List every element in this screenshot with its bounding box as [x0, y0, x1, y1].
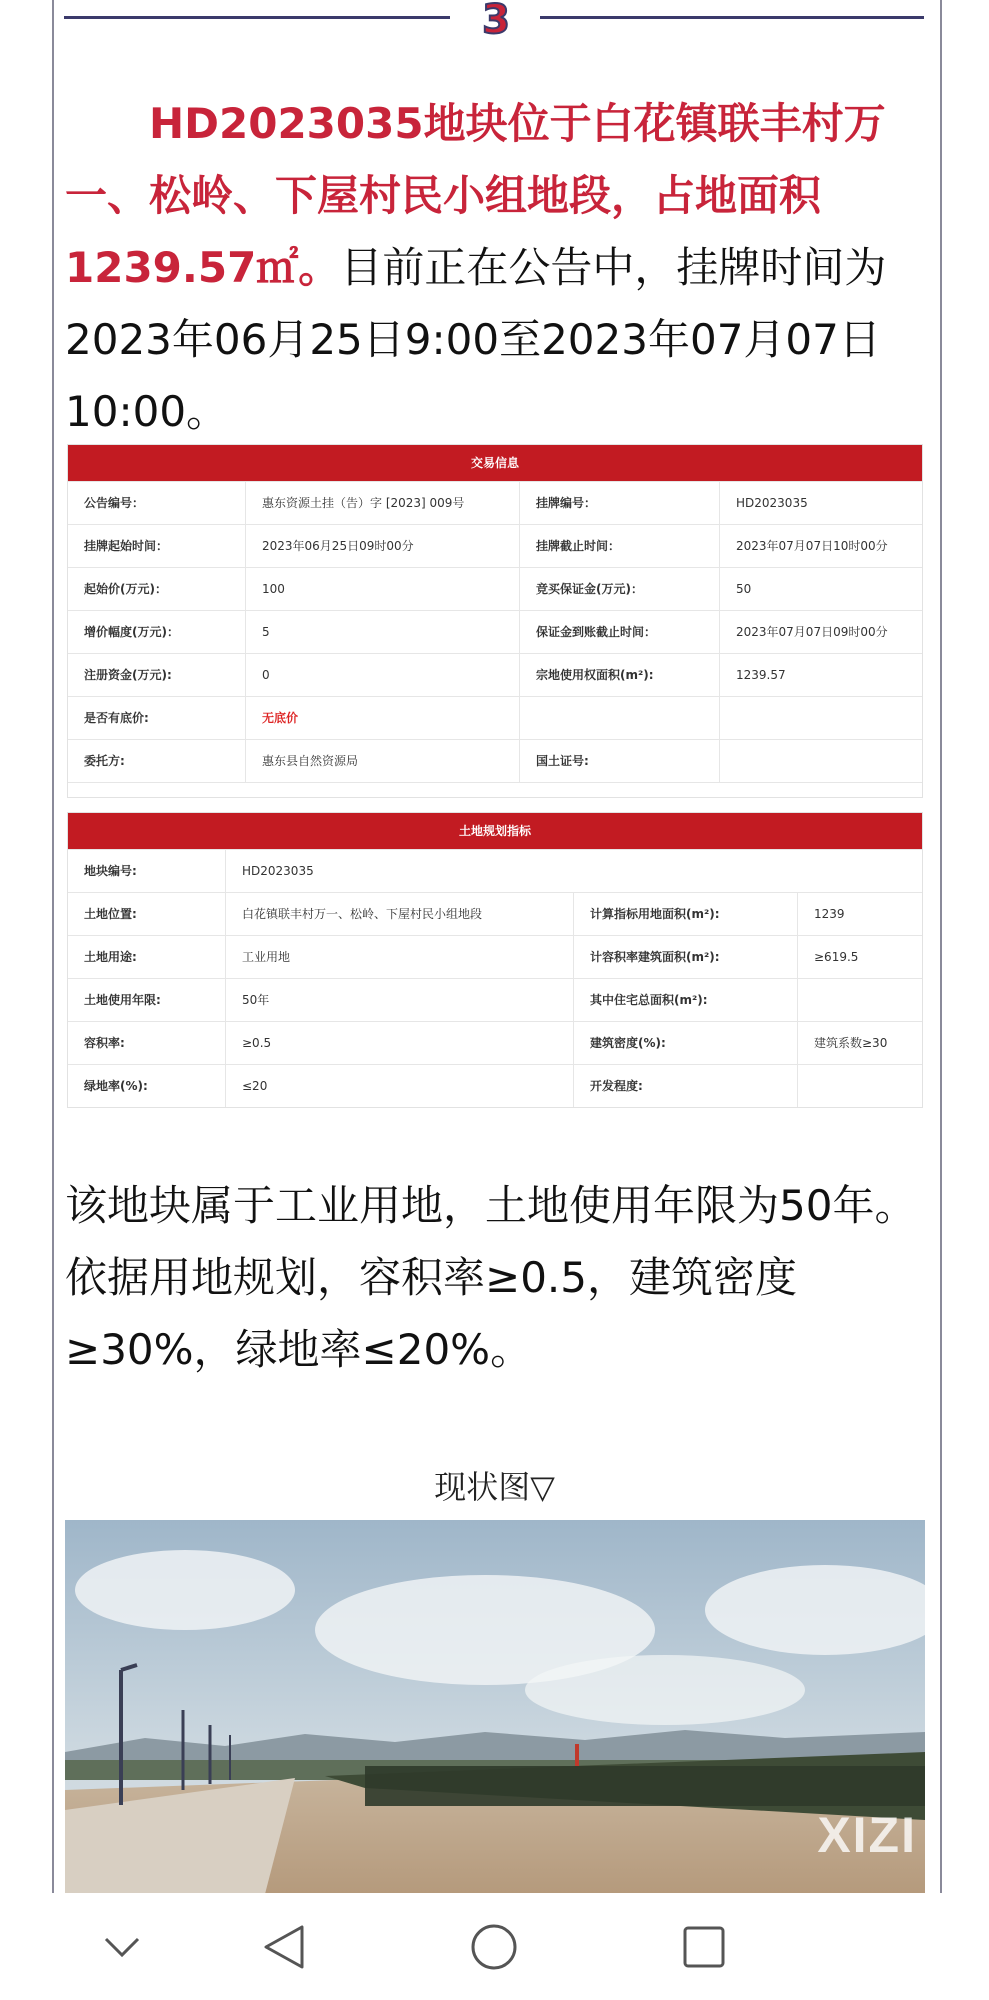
- table-cell-label: 挂牌编号：: [520, 482, 720, 524]
- table-cell-value: 2023年07月07日09时00分: [736, 625, 888, 639]
- table-cell-label: 计算指标用地面积(m²):: [574, 893, 798, 935]
- photo-caption: 现状图▽: [434, 1468, 555, 1506]
- table-row: [68, 524, 922, 567]
- site-photo: [65, 1520, 925, 1894]
- intro-highlight: HD2023035地块位于白花镇联丰村万一、松岭、下屋村民小组地段，占地面积1239.57㎡。: [65, 99, 886, 292]
- table-cell-label: 土地位置:: [68, 893, 226, 935]
- table-footer: [68, 782, 922, 797]
- land-planning-title: 土地规划指标: [68, 813, 922, 849]
- table-cell-label: 建筑密度(%):: [574, 1022, 798, 1064]
- intro-paragraph: [65, 88, 925, 448]
- land-planning-table: [67, 812, 923, 1108]
- table-cell-label: 国土证号:: [520, 740, 720, 782]
- system-nav-bar: [0, 1893, 989, 2000]
- table-cell-label: 土地用途:: [68, 936, 226, 978]
- section-divider-left: [64, 16, 450, 19]
- table-cell-label: 增价幅度(万元)：: [68, 611, 246, 653]
- table-cell-label: 宗地使用权面积(m²):: [520, 654, 720, 696]
- table-cell-value: 建筑系数≥30: [814, 1036, 888, 1050]
- trade-info-table: [67, 444, 923, 798]
- table-cell-value: [720, 697, 922, 739]
- chevron-down-icon[interactable]: [90, 1915, 154, 1979]
- table-row: [68, 1021, 922, 1064]
- table-cell-value: [798, 979, 922, 1021]
- site-photo-image: [65, 1520, 925, 1894]
- table-cell-label: 地块编号:: [68, 850, 226, 892]
- table-cell-value: 1239.57: [736, 668, 786, 682]
- table-cell-label: 委托方:: [68, 740, 246, 782]
- table-cell-value: [720, 740, 922, 782]
- table-cell-label: 挂牌截止时间：: [520, 525, 720, 567]
- table-cell-label: [520, 697, 720, 739]
- table-cell-value: ≤20: [226, 1065, 574, 1107]
- table-row: [68, 892, 922, 935]
- table-cell-label: 其中住宅总面积(m²):: [574, 979, 798, 1021]
- table-cell-label: 开发程度:: [574, 1065, 798, 1107]
- table-cell-value: 50: [736, 582, 752, 596]
- recent-square-icon[interactable]: [672, 1915, 736, 1979]
- table-cell-value: [798, 1065, 922, 1107]
- table-cell-value: 2023年07月07日10时00分: [736, 539, 888, 553]
- table-row: [68, 610, 922, 653]
- table-cell-value: HD2023035: [242, 864, 314, 878]
- table-cell-value: 无底价: [246, 697, 520, 739]
- table-row: [68, 978, 922, 1021]
- home-circle-icon[interactable]: [462, 1915, 526, 1979]
- table-cell-value: 惠东资源土挂（告）字 [2023] 009号: [246, 482, 520, 524]
- intro-text: 目前正在公告中，挂牌时间为2023年06月25日9:00至2023年07月07日10:00。: [65, 243, 887, 436]
- table-cell-value: 2023年06月25日09时00分: [246, 525, 520, 567]
- table-cell-label: 竞买保证金(万元)：: [520, 568, 720, 610]
- table-cell-value: 1239: [814, 907, 845, 921]
- table-cell-value: 工业用地: [226, 936, 574, 978]
- section-divider-right: [540, 16, 924, 19]
- table-cell-label: 挂牌起始时间：: [68, 525, 246, 567]
- table-cell-value: ≥0.5: [226, 1022, 574, 1064]
- back-triangle-icon[interactable]: [252, 1915, 316, 1979]
- table-row: [68, 1064, 922, 1107]
- table-cell-value: 白花镇联丰村万一、松岭、下屋村民小组地段: [226, 893, 574, 935]
- table-row: [68, 567, 922, 610]
- table-cell-label: 保证金到账截止时间：: [520, 611, 720, 653]
- summary-paragraph: 该地块属于工业用地，土地使用年限为50年。依据用地规划，容积率≥0.5，建筑密度≥30%，绿地率≤20%。: [65, 1181, 917, 1374]
- table-cell-value: ≥619.5: [814, 950, 859, 964]
- table-cell-label: 公告编号：: [68, 482, 246, 524]
- table-row: [68, 935, 922, 978]
- table-cell-value: 0: [246, 654, 520, 696]
- table-cell-label: 注册资金(万元):: [68, 654, 246, 696]
- table-row: [68, 849, 922, 892]
- table-cell-value: 50年: [226, 979, 574, 1021]
- table-row: [68, 481, 922, 524]
- table-cell-value: 5: [246, 611, 520, 653]
- table-cell-label: 是否有底价:: [68, 697, 246, 739]
- table-row: [68, 739, 922, 782]
- table-cell-label: 起始价(万元)：: [68, 568, 246, 610]
- table-row: [68, 653, 922, 696]
- table-cell-label: 土地使用年限:: [68, 979, 226, 1021]
- table-cell-label: 计容积率建筑面积(m²):: [574, 936, 798, 978]
- section-number-badge: 3: [482, 0, 510, 43]
- table-cell-value: 100: [246, 568, 520, 610]
- table-cell-label: 绿地率(%):: [68, 1065, 226, 1107]
- table-row: [68, 696, 922, 739]
- table-cell-value: 惠东县自然资源局: [246, 740, 520, 782]
- table-cell-label: 容积率:: [68, 1022, 226, 1064]
- table-cell-value: HD2023035: [736, 496, 808, 510]
- watermark-logo: XIZI: [817, 1807, 917, 1863]
- trade-info-title: 交易信息: [68, 445, 922, 481]
